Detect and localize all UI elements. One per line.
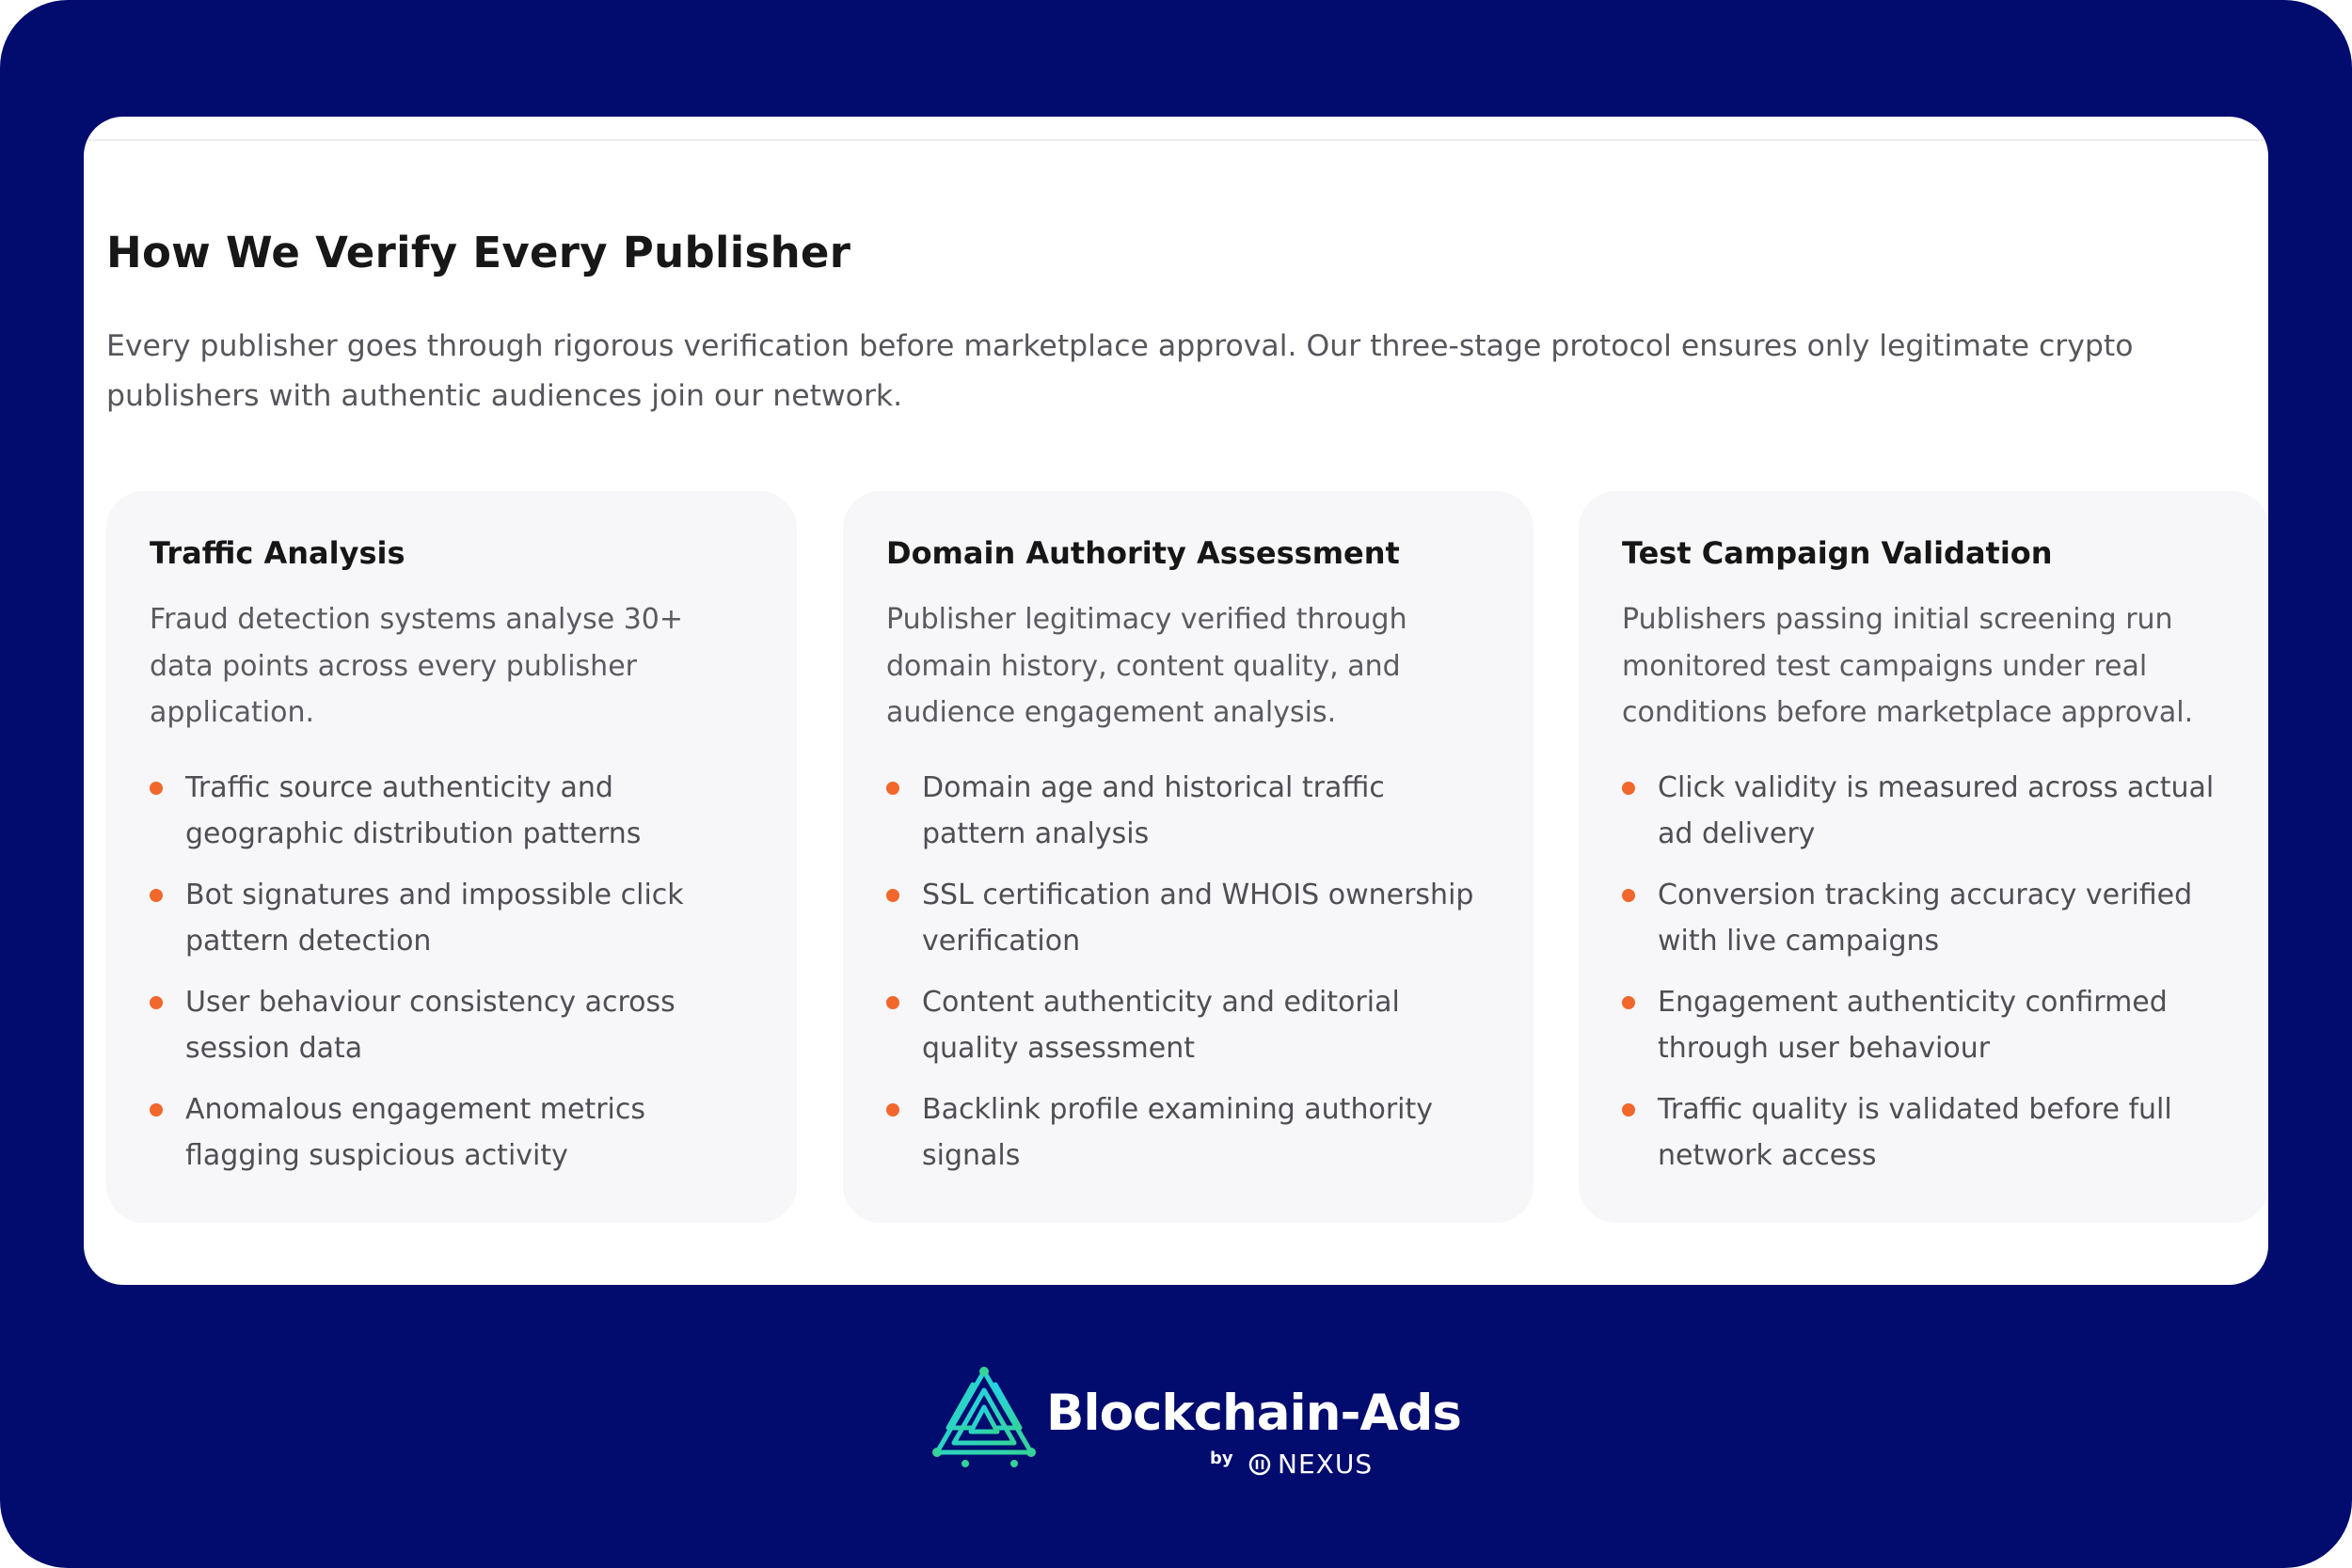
card-description: Publishers passing initial screening run monitored test campaigns under real conditions before marketplace approval. [1622,603,2194,729]
list-item [1622,872,2226,965]
list-item [150,1086,754,1180]
bullet-list [150,765,754,1180]
brand-name: Blockchain-Ads [1046,1385,1461,1442]
bullet-list [1622,765,2226,1180]
orange-dot-icon [1622,996,1635,1009]
card-domain-authority [843,491,1534,1223]
bullet-text: Engagement authenticity confirmed through user behaviour [1658,985,2168,1065]
card-traffic-analysis [106,491,797,1223]
card-test-campaign [1579,491,2268,1223]
bullet-text: SSL certification and WHOIS ownership verification [922,878,1474,958]
list-item [1622,1086,2226,1180]
content-panel [84,117,2268,1285]
nexus-logo-icon [1248,1452,1272,1477]
bullet-text: Conversion tracking accuracy verified with live campaigns [1658,878,2193,958]
list-item [1622,765,2226,858]
orange-dot-icon [150,782,163,795]
verification-cards [106,491,2268,1225]
bullet-text: Click validity is measured across actual ad delivery [1658,770,2215,850]
card-description: Publisher legitimacy verified through domain history, content quality, and audience engagement analysis. [886,603,1407,729]
bullet-text: Content authenticity and editorial quality assessment [922,985,1400,1065]
partner-name: NEXUS [1278,1449,1374,1480]
list-item [150,979,754,1072]
bullet-text: Domain age and historical traffic pattern analysis [922,770,1385,850]
bullet-text: Traffic quality is validated before full network access [1658,1092,2172,1172]
orange-dot-icon [886,996,899,1009]
orange-dot-icon [886,889,899,902]
brand-logo [928,1366,1461,1488]
card-title: Domain Authority Assessment [886,535,1400,571]
bullet-text: Traffic source authenticity and geographic distribution patterns [185,770,642,850]
list-item [886,979,1490,1072]
list-item [886,1086,1490,1180]
bullet-text: Bot signatures and impossible click pattern detection [185,878,684,958]
bullet-text: User behaviour consistency across session data [185,985,675,1065]
orange-dot-icon [1622,782,1635,795]
orange-dot-icon [886,782,899,795]
card-title: Test Campaign Validation [1622,535,2053,571]
page-title: How We Verify Every Publisher [106,228,851,277]
blockchain-ads-logo-icon [928,1366,1041,1469]
orange-dot-icon [150,1103,163,1117]
bullet-text: Anomalous engagement metrics flagging suspicious activity [185,1092,645,1172]
card-description: Fraud detection systems analyse 30+ data points across every publisher application. [150,603,684,729]
orange-dot-icon [886,1103,899,1117]
card-title: Traffic Analysis [150,535,405,571]
divider [84,139,2268,141]
list-item [150,765,754,858]
orange-dot-icon [150,889,163,902]
list-item [150,872,754,965]
list-item [886,765,1490,858]
orange-dot-icon [1622,889,1635,902]
bullet-text: Backlink profile examining authority signals [922,1092,1434,1172]
intro-paragraph: Every publisher goes through rigorous verification before marketplace approval. Our three-stage protocol ensures only legitimate crypto publishers with authentic audiences join our network. [106,329,2134,413]
orange-dot-icon [1622,1103,1635,1117]
brand-by-text: by [1210,1449,1233,1468]
orange-dot-icon [150,996,163,1009]
list-item [886,872,1490,965]
list-item [1622,979,2226,1072]
bullet-list [886,765,1490,1180]
